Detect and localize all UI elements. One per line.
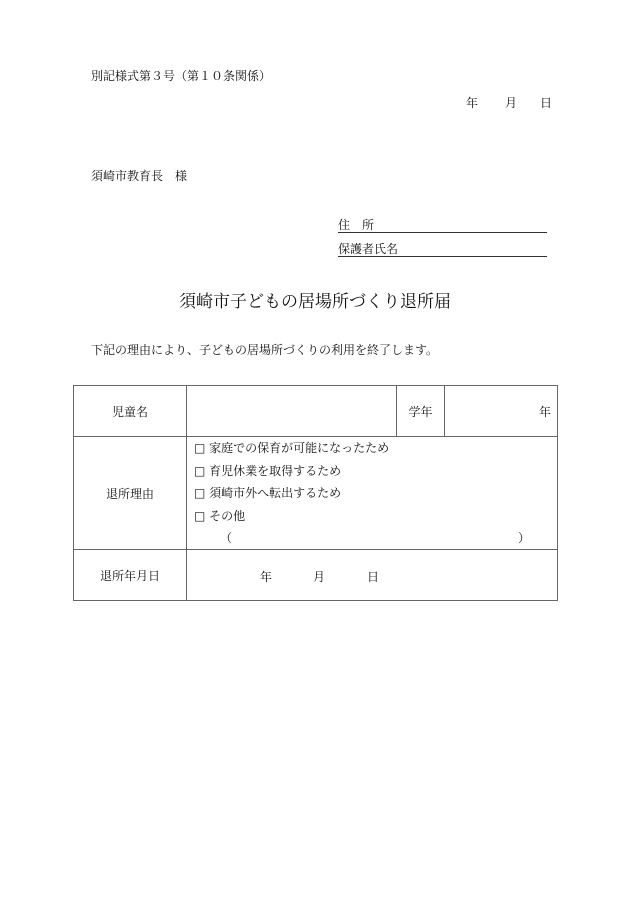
reason-label: 退所理由 bbox=[74, 437, 187, 550]
address-label: 住 所 bbox=[338, 218, 375, 232]
reason-option-other[interactable]: □ その他 bbox=[194, 508, 246, 523]
grade-unit: 年 bbox=[538, 404, 551, 419]
child-row bbox=[74, 386, 558, 437]
exit-year: 年 bbox=[260, 570, 273, 584]
guardian-label: 保護者氏名 bbox=[338, 242, 399, 256]
date-day: 日 bbox=[540, 96, 553, 110]
grade-field[interactable] bbox=[445, 386, 558, 437]
child-name-label: 児童名 bbox=[74, 386, 187, 437]
exit-month: 月 bbox=[313, 570, 326, 584]
form-id: 別記様式第３号（第１０条関係） bbox=[91, 69, 272, 83]
addressee: 須崎市教育長 様 bbox=[91, 169, 188, 183]
reason-options bbox=[187, 437, 558, 550]
other-close-paren: ） bbox=[518, 531, 531, 545]
child-name-field[interactable] bbox=[187, 386, 397, 437]
exit-date-row bbox=[74, 550, 558, 601]
reason-option-parental-leave[interactable]: □ 育児休業を取得するため bbox=[194, 463, 342, 478]
other-open-paren: （ bbox=[220, 531, 233, 545]
address-field[interactable] bbox=[338, 216, 547, 233]
date-month: 月 bbox=[505, 96, 518, 110]
exit-day: 日 bbox=[367, 570, 380, 584]
document-title: 須崎市子どもの居場所づくり退所届 bbox=[179, 292, 451, 312]
intro-text: 下記の理由により、子どもの居場所づくりの利用を終了します。 bbox=[91, 343, 439, 357]
reason-row bbox=[74, 437, 558, 550]
reason-option-moving[interactable]: □ 須崎市外へ転出するため bbox=[194, 486, 342, 500]
exit-date-label: 退所年月日 bbox=[74, 550, 187, 601]
guardian-name-field[interactable] bbox=[338, 240, 547, 257]
other-reason-field[interactable] bbox=[194, 527, 557, 549]
exit-date-field[interactable] bbox=[187, 550, 558, 601]
withdrawal-table bbox=[73, 385, 558, 601]
grade-label: 学年 bbox=[397, 386, 445, 437]
date-year: 年 bbox=[466, 96, 479, 110]
reason-option-childcare[interactable]: □ 家庭での保育が可能になったため bbox=[194, 441, 390, 455]
